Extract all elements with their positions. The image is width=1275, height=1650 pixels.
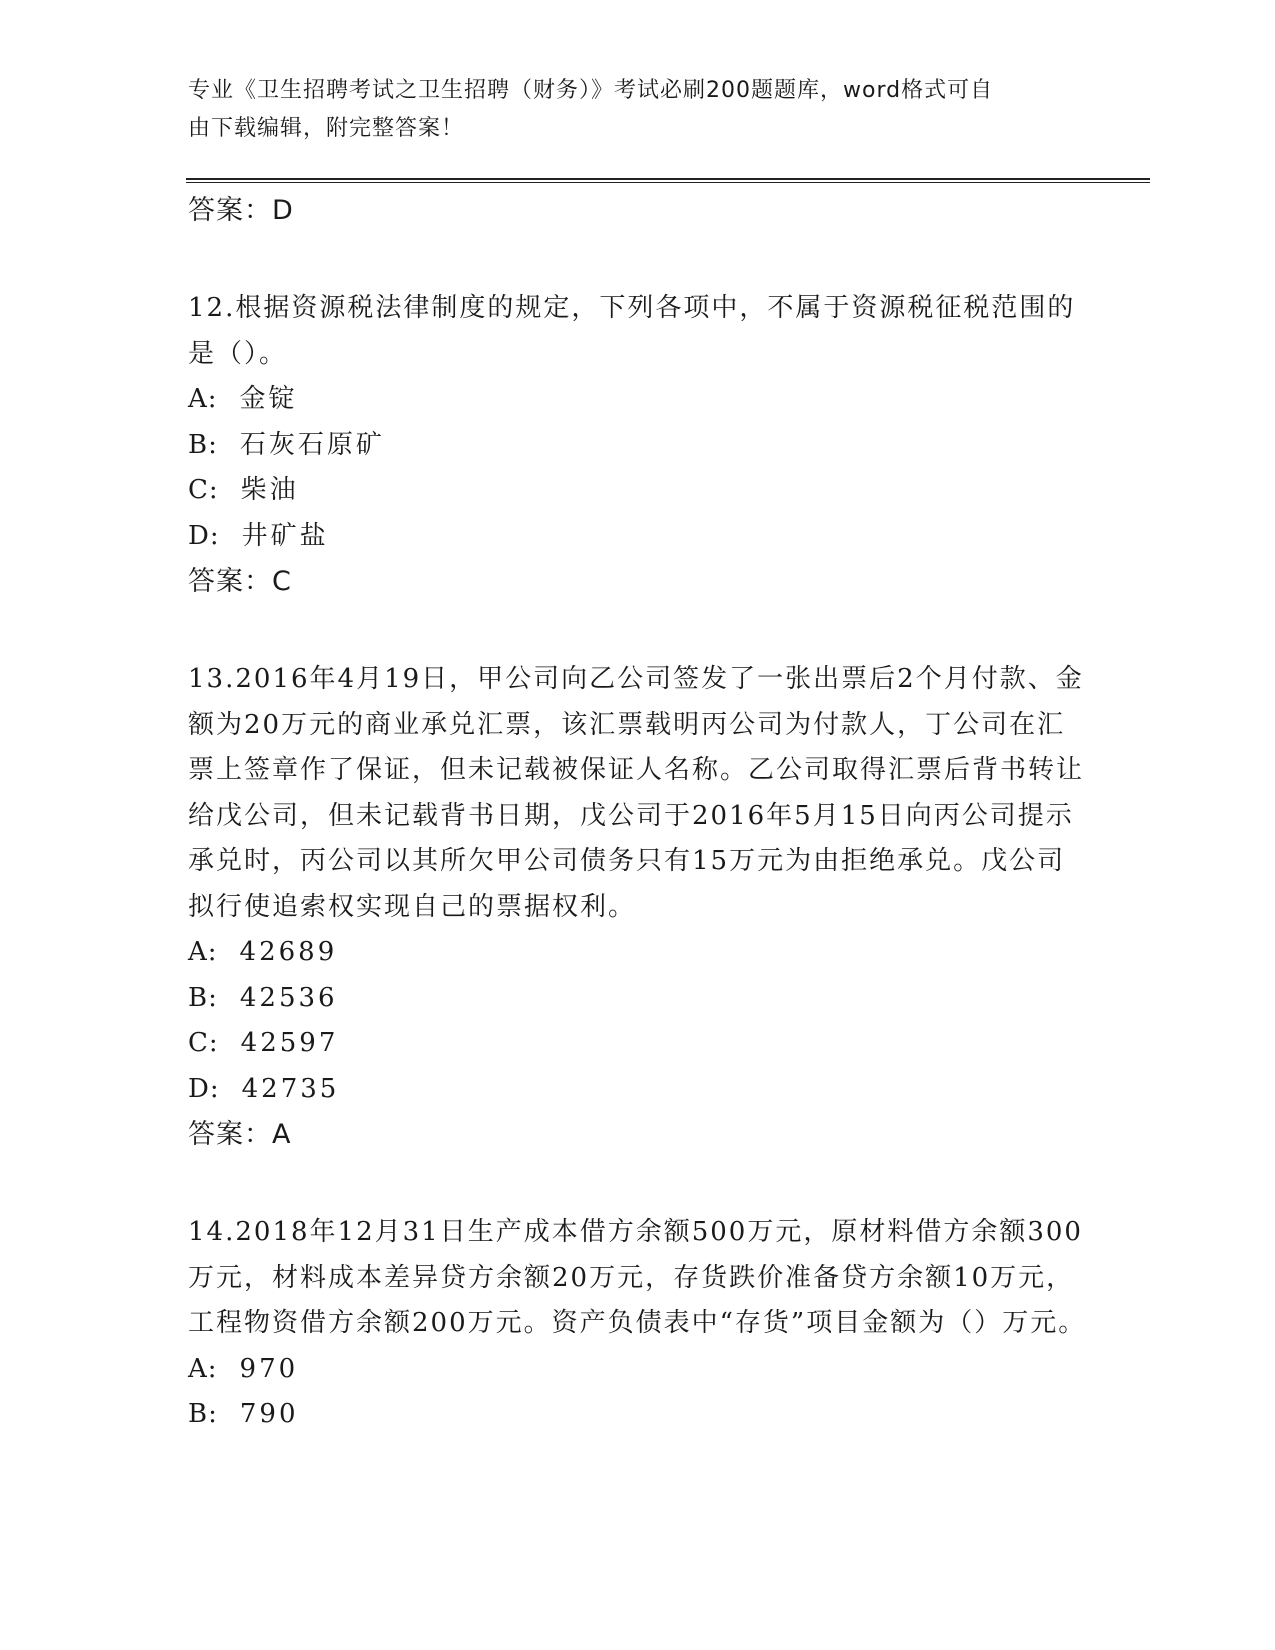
option-b (188, 1392, 1088, 1438)
question-number: 14. (188, 1217, 236, 1247)
option-text: 42735 (241, 1073, 340, 1104)
header-line-2: 由下载编辑，附完整答案！ (188, 116, 465, 141)
option-letter: A: (188, 384, 218, 414)
question-text (188, 1210, 1088, 1347)
question-13 (188, 657, 1088, 1158)
option-text: 790 (239, 1399, 299, 1429)
option-d (188, 1067, 1088, 1113)
option-letter: D: (188, 520, 220, 551)
option-c (188, 468, 1088, 514)
question-number: 12. (188, 293, 236, 323)
previous-answer: 答案：D (188, 195, 294, 226)
option-text: 石灰石原矿 (239, 429, 385, 460)
option-letter: A: (188, 1353, 218, 1384)
option-letter: C: (188, 1028, 219, 1058)
option-text: 970 (239, 1353, 299, 1384)
page-header (188, 72, 1068, 148)
question-text (188, 657, 1088, 930)
answer-12: 答案：C (188, 566, 292, 597)
option-b (188, 976, 1088, 1022)
question-number: 13. (188, 664, 236, 694)
option-letter: B: (188, 982, 218, 1013)
answer-13: 答案：A (188, 1119, 292, 1150)
option-a (188, 930, 1088, 976)
question-body: 根据资源税法律制度的规定，下列各项中，不属于资源税征税范围的是（）。 (188, 293, 1076, 369)
question-body: 2016年4月19日，甲公司向乙公司签发了一张出票后2个月付款、金额为20万元的商业承兑汇票，该汇票载明丙公司为付款人，丁公司在汇票上签章作了保证，但未记载被保证人名称。乙公司取得汇票后背书转让给戊公司，但未记载背书日期，戊公司于2016年5月15日向丙公司提示承兑时，丙公司以其所欠甲公司债务只有15万元为由拒绝承兑。戊公司拟行使追索权实现自己的票据权利。 (188, 664, 1085, 922)
option-b (188, 423, 1088, 469)
option-letter: A: (188, 937, 218, 967)
option-text: 井矿盐 (241, 520, 329, 551)
option-a (188, 377, 1088, 423)
question-body: 2018年12月31日生产成本借方余额500万元，原材料借方余额300万元，材料成本差异贷方余额20万元，存货跌价准备贷方余额10万元，工程物资借方余额200万元。资产负债表中“存货”项目金额为（）万元。 (188, 1217, 1087, 1338)
question-14 (188, 1210, 1088, 1438)
option-text: 42597 (240, 1028, 339, 1058)
option-text: 柴油 (240, 475, 299, 505)
document-body (188, 188, 1088, 1438)
option-c (188, 1021, 1088, 1067)
question-12 (188, 286, 1088, 605)
option-letter: C: (188, 475, 219, 505)
header-rule-thick (186, 178, 1150, 180)
option-letter: B: (188, 1399, 218, 1429)
option-text: 金锭 (239, 384, 298, 414)
option-letter: B: (188, 429, 218, 460)
header-line-1: 专业《卫生招聘考试之卫生招聘（财务）》考试必刷200题题库，word格式可自 (188, 78, 994, 103)
option-text: 42536 (239, 982, 338, 1013)
question-text (188, 286, 1088, 377)
option-d (188, 514, 1088, 560)
option-text: 42689 (239, 937, 338, 967)
header-rule-thin (186, 182, 1150, 183)
option-letter: D: (188, 1073, 220, 1104)
option-a (188, 1347, 1088, 1393)
